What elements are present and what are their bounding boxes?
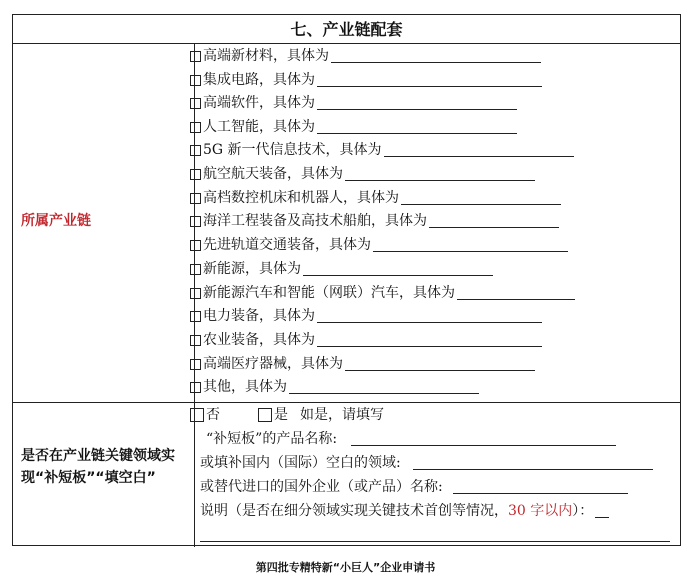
domestic-gap-row: [200, 452, 653, 474]
option-label: 高端软件，具体为: [203, 95, 315, 111]
fill-blank[interactable]: [345, 357, 535, 371]
checkbox[interactable]: [190, 311, 201, 322]
option-label: 先进轨道交通装备，具体为: [203, 237, 371, 253]
fill-blank[interactable]: [373, 238, 568, 252]
fill-blank[interactable]: [289, 380, 479, 394]
option-label: 集成电路，具体为: [203, 72, 315, 88]
fill-blank[interactable]: [345, 167, 535, 181]
domestic-gap-blank[interactable]: [413, 456, 653, 470]
fill-blank[interactable]: [317, 309, 542, 323]
option-label: 其他，具体为: [203, 379, 287, 395]
section-title: 七、产业链配套: [13, 15, 680, 44]
no-checkbox[interactable]: [190, 408, 204, 422]
fill-blank[interactable]: [303, 262, 493, 276]
option-label: 高端新材料，具体为: [203, 48, 329, 64]
industry-chain-label: 所属产业链: [21, 213, 91, 229]
option-label: 海洋工程装备及高技术船舶，具体为: [203, 213, 427, 229]
option-agri[interactable]: [190, 329, 542, 351]
option-label: 电力装备，具体为: [203, 308, 315, 324]
checkbox[interactable]: [190, 145, 201, 156]
explain-prefix: 说明（是否在细分领域实现关键技术首创等情况，: [200, 503, 508, 519]
option-other[interactable]: [190, 376, 479, 398]
checkbox[interactable]: [190, 98, 201, 109]
option-new-materials[interactable]: [190, 45, 541, 67]
option-rail[interactable]: [190, 234, 568, 256]
option-new-energy[interactable]: [190, 258, 493, 280]
fill-blank[interactable]: [331, 49, 541, 63]
checkbox[interactable]: [190, 382, 201, 393]
import-sub-label: 或替代进口的国外企业（或产品）名称:: [200, 479, 443, 495]
yes-no-row: [190, 404, 384, 426]
checkbox[interactable]: [190, 335, 201, 346]
row-divider: [13, 402, 680, 403]
option-nev[interactable]: [190, 282, 575, 304]
fill-blank[interactable]: [317, 120, 517, 134]
explain-second-line[interactable]: [200, 541, 670, 542]
option-label: 航空航天装备，具体为: [203, 166, 343, 182]
product-name-row: [206, 428, 616, 450]
yes-checkbox[interactable]: [258, 408, 272, 422]
option-label: 农业装备，具体为: [203, 332, 315, 348]
fill-gap-label: 是否在产业链关键领域实现“补短板”“填空白”: [21, 448, 175, 486]
option-power[interactable]: [190, 305, 542, 327]
fill-blank[interactable]: [317, 333, 542, 347]
checkbox[interactable]: [190, 240, 201, 251]
option-medical[interactable]: [190, 353, 535, 375]
option-label: 人工智能，具体为: [203, 119, 315, 135]
fill-blank[interactable]: [317, 96, 517, 110]
fill-blank[interactable]: [401, 191, 561, 205]
option-label: 5G 新一代信息技术，具体为: [203, 142, 382, 158]
import-sub-row: [200, 476, 628, 498]
checkbox[interactable]: [190, 216, 201, 227]
checkbox[interactable]: [190, 264, 201, 275]
explain-row: [200, 500, 609, 522]
explain-limit: 30 字以内: [508, 503, 573, 519]
checkbox[interactable]: [190, 122, 201, 133]
option-5g[interactable]: [190, 139, 574, 161]
no-label: 否: [206, 407, 220, 423]
checkbox[interactable]: [190, 51, 201, 62]
footer-title: 第四批专精特新“小巨人”企业申请书: [255, 561, 436, 574]
option-software[interactable]: [190, 92, 517, 114]
fill-blank[interactable]: [317, 73, 542, 87]
checkbox[interactable]: [190, 288, 201, 299]
checkbox[interactable]: [190, 359, 201, 370]
option-marine[interactable]: [190, 210, 559, 232]
checkbox[interactable]: [190, 75, 201, 86]
product-name-label: “补短板”的产品名称:: [206, 431, 338, 447]
fill-blank[interactable]: [384, 143, 574, 157]
if-yes-label: 如是，请填写: [300, 407, 384, 423]
explain-suffix: ）：: [572, 503, 594, 519]
explain-blank[interactable]: [595, 504, 609, 518]
option-ai[interactable]: [190, 116, 517, 138]
checkbox[interactable]: [190, 193, 201, 204]
import-sub-blank[interactable]: [453, 480, 628, 494]
fill-blank[interactable]: [429, 214, 559, 228]
checkbox[interactable]: [190, 169, 201, 180]
yes-label: 是: [274, 407, 288, 423]
option-aerospace[interactable]: [190, 163, 535, 185]
domestic-gap-label: 或填补国内（国际）空白的领域:: [200, 455, 401, 471]
product-name-blank[interactable]: [351, 432, 616, 446]
option-cnc-robots[interactable]: [190, 187, 561, 209]
fill-blank[interactable]: [457, 286, 575, 300]
option-label: 高档数控机床和机器人，具体为: [203, 190, 399, 206]
option-label: 新能源，具体为: [203, 261, 301, 277]
option-label: 高端医疗器械，具体为: [203, 356, 343, 372]
option-label: 新能源汽车和智能（网联）汽车，具体为: [203, 285, 455, 301]
option-integrated-circuits[interactable]: [190, 69, 542, 91]
